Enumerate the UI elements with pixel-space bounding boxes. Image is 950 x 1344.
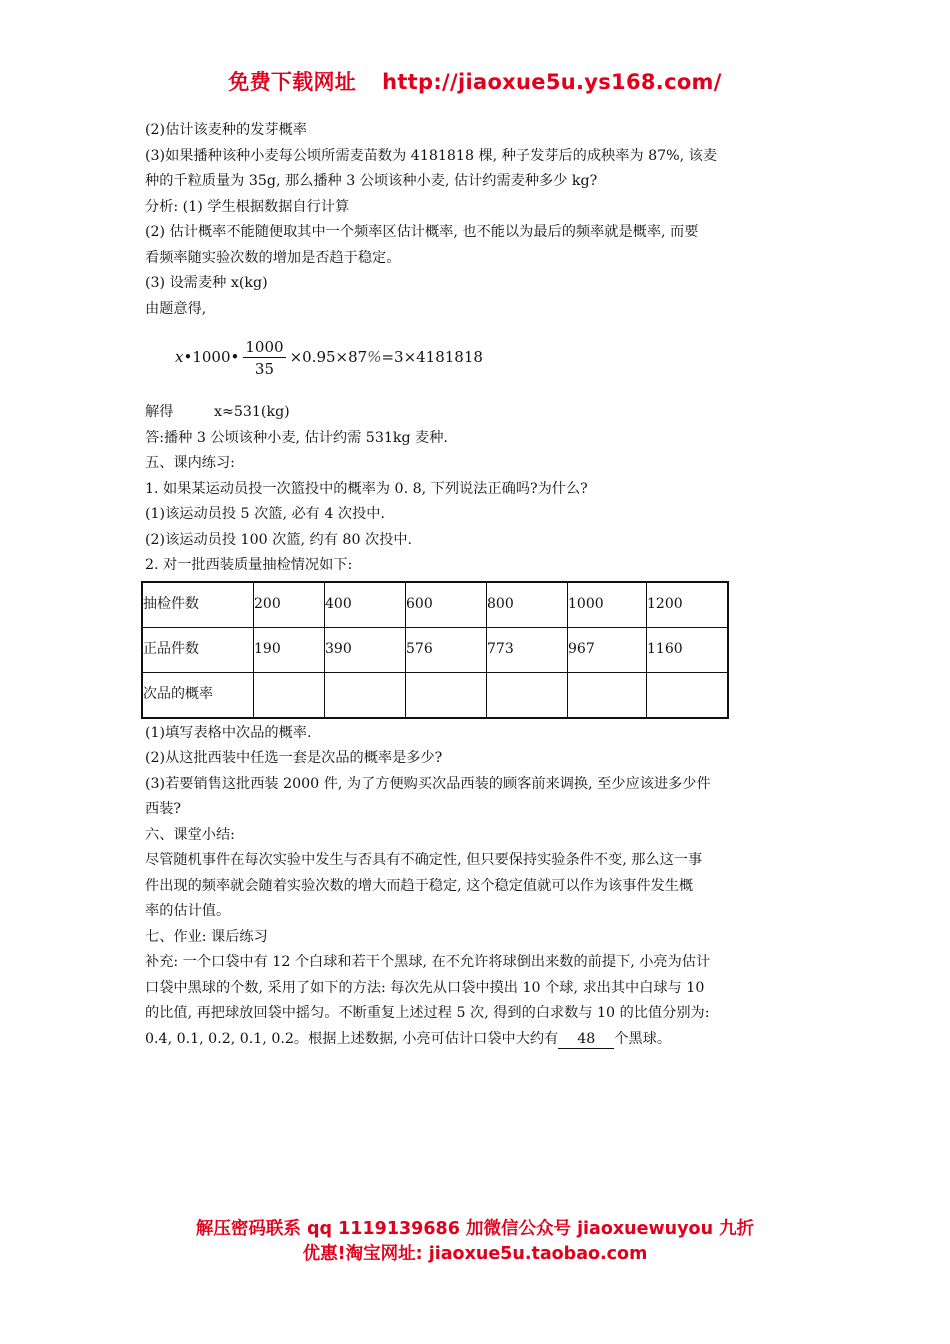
task-2: (2)从这批西装中任选一套是次品的概率是多少? bbox=[145, 750, 443, 766]
table-row bbox=[142, 672, 728, 718]
supplement-line4 bbox=[145, 1027, 815, 1053]
eq-var: x bbox=[175, 348, 184, 367]
exercise-1: 1. 如果某运动员投一次篮投中的概率为 0. 8, 下列说法正确吗?为什么? bbox=[145, 480, 588, 497]
document-body bbox=[145, 118, 815, 1052]
table-cell: 773 bbox=[487, 627, 568, 672]
task-1: (1)填写表格中次品的概率. bbox=[145, 724, 312, 741]
task-3-line1: (3)若要销售这批西装 2000 件, 为了方便购买次品西装的顾客前来调换, 至少应该进多少件 bbox=[145, 775, 711, 792]
supplement-line4-end: 个黑球。 bbox=[614, 1030, 672, 1047]
given-statement: 由题意得, bbox=[145, 300, 207, 317]
analysis-2-line1: (2) 估计概率不能随便取其中一个频率区估计概率, 也不能以为最后的频率就是概率, 而要 bbox=[145, 224, 699, 240]
question-2: (2)估计该麦种的发芽概率 bbox=[145, 122, 307, 138]
eq-fraction bbox=[243, 337, 285, 380]
footer-line2: 优惠!淘宝网址: jiaoxue5u.taobao.com bbox=[302, 1244, 648, 1264]
header-title: 免费下载网址 bbox=[228, 70, 357, 94]
equation bbox=[175, 330, 815, 386]
table-cell: 次品的概率 bbox=[142, 672, 254, 718]
table-cell: 1000 bbox=[568, 582, 647, 628]
page-footer bbox=[0, 1217, 950, 1267]
supplement-line4-text: 0.4, 0.1, 0.2, 0.1, 0.2。根据上述数据, 小亮可估计口袋中大约有 bbox=[145, 1030, 559, 1047]
analysis-3: (3) 设需麦种 x(kg) bbox=[145, 275, 268, 291]
eq-denominator: 35 bbox=[254, 359, 275, 378]
task-3-line2: 西装? bbox=[145, 801, 181, 817]
inspection-table bbox=[141, 581, 729, 719]
supplement-line1: 补充: 一个口袋中有 12 个白球和若干个黑球, 在不允许将球倒出来数的前提下, 小亮为估计 bbox=[145, 954, 711, 970]
analysis-1: 分析: (1) 学生根据数据自行计算 bbox=[145, 198, 350, 215]
table-cell-empty bbox=[487, 672, 568, 718]
page-header bbox=[0, 66, 950, 96]
table-cell: 200 bbox=[254, 582, 325, 628]
supplement-line2: 口袋中黑球的个数, 采用了如下的方法: 每次先从口袋中摸出 10 个球, 求出其中白球与 10 bbox=[145, 979, 705, 996]
eq-numerator: 1000 bbox=[245, 337, 284, 356]
table-cell-empty bbox=[406, 672, 487, 718]
table-cell: 390 bbox=[325, 627, 406, 672]
table-cell-empty bbox=[254, 672, 325, 718]
eq-dot2: • bbox=[230, 348, 240, 367]
table-cell: 1200 bbox=[647, 582, 729, 628]
table-cell: 190 bbox=[254, 627, 325, 672]
question-3-line2: 种的千粒质量为 35g, 那么播种 3 公顷该种小麦, 估计约需麦种多少 kg? bbox=[145, 173, 598, 189]
supplement-line3: 的比值, 再把球放回袋中摇匀。不断重复上述过程 5 次, 得到的白求数与 10 的比值分别为: bbox=[145, 1005, 710, 1021]
footer-line1: 解压密码联系 qq 1119139686 加微信公众号 jiaoxuewuyou 九折 bbox=[195, 1219, 755, 1239]
eq-rhs: =3×4181818 bbox=[381, 348, 483, 367]
exercise-1a: (1)该运动员投 5 次篮, 必有 4 次投中. bbox=[145, 506, 385, 522]
analysis-2-line2: 看频率随实验次数的增加是否趋于稳定。 bbox=[145, 249, 401, 266]
section-5-heading: 五、课内练习: bbox=[145, 455, 235, 471]
summary-line1: 尽管随机事件在每次实验中发生与否具有不确定性, 但只要保持实验条件不变, 那么这一事 bbox=[145, 852, 703, 868]
eq-rest: ×0.95×87 bbox=[289, 348, 368, 367]
table-cell-empty bbox=[647, 672, 729, 718]
table-row bbox=[142, 582, 728, 628]
section-6-heading: 六、课堂小结: bbox=[145, 826, 235, 843]
solution: 解得 x≈531(kg) bbox=[145, 404, 290, 420]
table-cell: 1160 bbox=[647, 627, 729, 672]
table-cell: 967 bbox=[568, 627, 647, 672]
table-row bbox=[142, 627, 728, 672]
eq-dot1: • bbox=[183, 348, 193, 367]
table-cell-empty bbox=[325, 672, 406, 718]
answer: 答:播种 3 公顷该种小麦, 估计约需 531kg 麦种. bbox=[145, 429, 448, 446]
section-7-heading: 七、作业: 课后练习 bbox=[145, 928, 268, 945]
table-cell: 576 bbox=[406, 627, 487, 672]
table-cell: 600 bbox=[406, 582, 487, 628]
answer-blank: 48 bbox=[558, 1030, 614, 1049]
exercise-2: 2. 对一批西装质量抽检情况如下: bbox=[145, 557, 353, 573]
summary-line3: 率的估计值。 bbox=[145, 903, 231, 919]
exercise-1b: (2)该运动员投 100 次篮, 约有 80 次投中. bbox=[145, 531, 413, 548]
table-cell: 抽检件数 bbox=[142, 582, 254, 628]
header-url-link[interactable]: http://jiaoxue5u.ys168.com/ bbox=[382, 70, 722, 94]
table-cell: 800 bbox=[487, 582, 568, 628]
table-cell-empty bbox=[568, 672, 647, 718]
table-cell: 正品件数 bbox=[142, 627, 254, 672]
table-cell: 400 bbox=[325, 582, 406, 628]
eq-1000: 1000 bbox=[192, 348, 231, 367]
question-3-line1: (3)如果播种该种小麦每公顷所需麦苗数为 4181818 棵, 种子发芽后的成秧率为 87%, 该麦 bbox=[145, 147, 718, 164]
eq-percent: % bbox=[367, 348, 382, 367]
summary-line2: 件出现的频率就会随着实验次数的增大而趋于稳定, 这个稳定值就可以作为该事件发生概 bbox=[145, 877, 694, 894]
